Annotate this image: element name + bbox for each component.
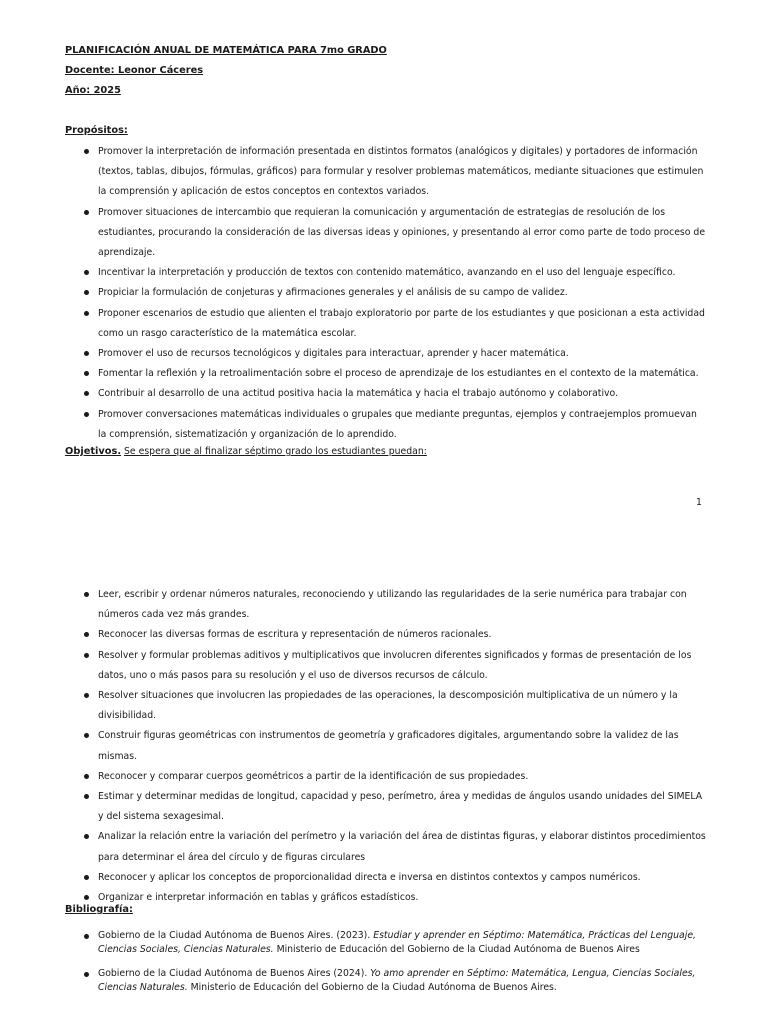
list-item: Reconocer y comparar cuerpos geométricos a partir de la identificación de sus propiedades. <box>0 767 768 787</box>
objetivos-intro: Se espera que al finalizar séptimo grado los estudiantes puedan: <box>124 446 427 457</box>
list-item: Promover conversaciones matemáticas individuales o grupales que mediante preguntas, ejemplos y contraejemplos promuevan la comprensión, sistematización y organización de lo aprendido. <box>0 405 768 445</box>
list-item: Construir figuras geométricas con instrumentos de geometría y graficadores digitales, argumentando sobre la validez de las mismas. <box>0 726 768 766</box>
bibliography-author: Gobierno de la Ciudad Autónoma de Buenos Aires. (2023). <box>98 930 374 941</box>
bibliografia-list <box>0 929 768 1005</box>
page-number: 1 <box>696 497 702 508</box>
list-item: Organizar e interpretar información en tablas y gráficos estadísticos. <box>0 888 768 908</box>
list-item: Reconocer y aplicar los conceptos de proporcionalidad directa e inversa en distintos contextos y campos numéricos. <box>0 868 768 888</box>
bibliography-publisher: Ministerio de Educación del Gobierno de la Ciudad Autónoma de Buenos Aires <box>273 943 640 955</box>
objetivos-list <box>0 585 768 908</box>
document-title: PLANIFICACIÓN ANUAL DE MATEMÁTICA PARA 7mo GRADO <box>65 45 387 56</box>
document-page-2 <box>0 580 768 1024</box>
list-item: Analizar la relación entre la variación del perímetro y la variación del área de distintas figuras, y elaborar distintos procedimientos para determinar el área del círculo y de figuras circulares <box>0 827 768 867</box>
bibliografia-heading: Bibliografía: <box>65 904 133 915</box>
list-item: Contribuir al desarrollo de una actitud positiva hacia la matemática y hacia el trabajo autónomo y colaborativo. <box>0 384 768 404</box>
teacher-name: Docente: Leonor Cáceres <box>65 65 204 76</box>
propositos-heading: Propósitos: <box>65 125 128 136</box>
bibliography-title: Yo amo aprender en Séptimo: Matemática, Lengua, Ciencias Sociales, Ciencias Naturales. <box>98 968 696 993</box>
objetivos-header <box>65 446 427 457</box>
list-item: Promover el uso de recursos tecnológicos y digitales para interactuar, aprender y hacer matemática. <box>0 344 768 364</box>
bibliography-author: Gobierno de la Ciudad Autónoma de Buenos Aires (2024). <box>98 968 371 980</box>
list-item: Resolver situaciones que involucren las propiedades de las operaciones, la descomposición multiplicativa de un número y la divisibilidad. <box>0 686 768 726</box>
list-item: Resolver y formular problemas aditivos y multiplicativos que involucren diferentes significados y formas de presentación de los datos, uno o más pasos para su resolución y el uso de diversos recursos de cálculo. <box>0 646 768 686</box>
school-year: Año: 2025 <box>65 85 121 96</box>
list-item: Propiciar la formulación de conjeturas y afirmaciones generales y el análisis de su campo de validez. <box>0 283 768 303</box>
bibliography-entry <box>0 967 768 994</box>
list-item: Proponer escenarios de estudio que alienten el trabajo exploratorio por parte de los estudiantes y que posicionan a esta actividad como un rasgo característico de la matemática escolar. <box>0 304 768 344</box>
list-item: Estimar y determinar medidas de longitud, capacidad y peso, perímetro, área y medidas de ángulos usando unidades del SIMELA y del sistema sexagesimal. <box>0 787 768 827</box>
bibliography-publisher: Ministerio de Educación del Gobierno de la Ciudad Autónoma de Buenos Aires. <box>187 981 557 993</box>
list-item: Promover situaciones de intercambio que requieran la comunicación y argumentación de estrategias de resolución de los estudiantes, procurando la consideración de las diversas ideas y opiniones, y presentando al error como parte de todo proceso de aprendizaje. <box>0 203 768 264</box>
list-item: Reconocer las diversas formas de escritura y representación de números racionales. <box>0 625 768 645</box>
list-item: Promover la interpretación de información presentada en distintos formatos (analógicos y digitales) y portadores de información (textos, tablas, dibujos, fórmulas, gráficos) para formular y resolver problemas matemáticos, mediante situaciones que estimulen la comprensión y aplicación de estos conceptos en contextos variados. <box>0 142 768 203</box>
list-item: Fomentar la reflexión y la retroalimentación sobre el proceso de aprendizaje de los estudiantes en el contexto de la matemática. <box>0 364 768 384</box>
propositos-list <box>0 142 768 445</box>
list-item: Leer, escribir y ordenar números naturales, reconociendo y utilizando las regularidades de la serie numérica para trabajar con números cada vez más grandes. <box>0 585 768 625</box>
list-item: Incentivar la interpretación y producción de textos con contenido matemático, avanzando en el uso del lenguaje específico. <box>0 263 768 283</box>
bibliography-title: Estudiar y aprender en Séptimo: Matemática, Prácticas del Lenguaje, Ciencias Sociales, Ciencias Naturales. <box>98 930 697 955</box>
bibliography-entry <box>0 929 768 956</box>
objetivos-heading: Objetivos. <box>65 446 122 457</box>
